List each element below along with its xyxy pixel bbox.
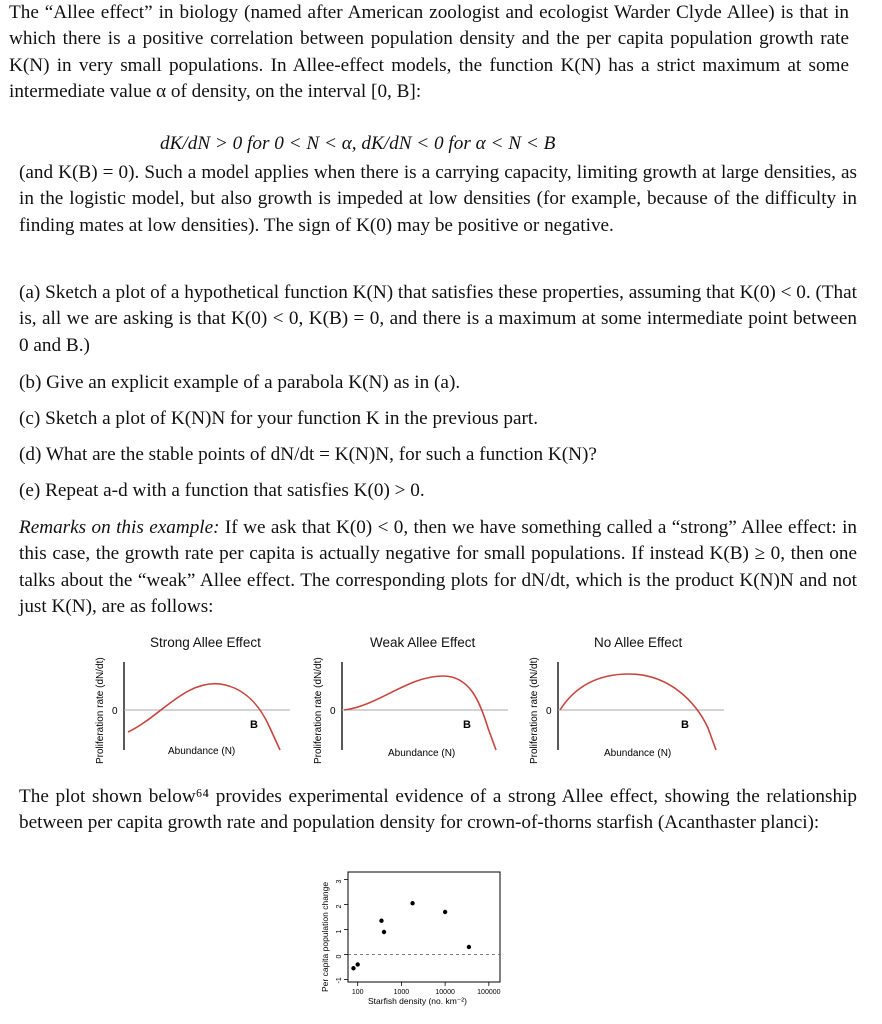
allee-plot-svg <box>524 632 734 772</box>
data-point <box>410 901 414 905</box>
zero-label: 0 <box>330 706 336 717</box>
intro-paragraph: The “Allee effect” in biology (named after American zoologist and ecologist Warder Clyde Allee) is that in which there is a positive correlation between population density and the per capita population growth rate K(N) in very small populations. In Allee-effect models, the function K(N) has a strict maximum at some intermediate value α of density, on the interval [0, B]: <box>9 2 849 103</box>
zero-label: 0 <box>546 706 552 717</box>
allee-plot-title: No Allee Effect <box>594 635 683 650</box>
remarks-label: Remarks on this example: <box>19 517 220 538</box>
allee-plot-title: Strong Allee Effect <box>150 635 261 650</box>
plot-frame <box>348 872 500 982</box>
growth-curve <box>344 676 496 750</box>
x-axis-label: Abundance (N) <box>388 748 456 759</box>
x-tick-label: 10000 <box>435 989 455 996</box>
growth-curve <box>560 674 716 750</box>
allee-condition-equation: dK/dN > 0 for 0 < N < α, dK/dN < 0 for α < N < B <box>160 133 556 154</box>
item-e: (e) Repeat a-d with a function that satisfies K(0) > 0. <box>19 480 425 501</box>
data-point <box>467 945 471 949</box>
data-point <box>351 966 355 970</box>
item-d: (d) What are the stable points of dN/dt = K(N)N, for such a function K(N)? <box>19 444 597 465</box>
data-point <box>379 919 383 923</box>
closing-paragraph: The plot shown below⁶⁴ provides experimental evidence of a strong Allee effect, showing the relationship between per capita growth rate and population density for crown-of-thorns starfish (Acanthaster planci): <box>19 786 857 834</box>
y-axis-label: Proliferation rate (dN/dt) <box>313 657 324 764</box>
x-tick-label: 100 <box>351 989 364 996</box>
x-axis-label: Abundance (N) <box>168 746 236 757</box>
growth-curve <box>128 684 280 750</box>
y-tick-label: 2 <box>336 904 343 909</box>
data-point <box>443 910 447 914</box>
y-tick-label: 0 <box>336 954 343 959</box>
y-axis-label: Proliferation rate (dN/dt) <box>529 657 540 764</box>
item-a: (a) Sketch a plot of a hypothetical function K(N) that satisfies these properties, assuming that K(0) < 0. (That is, all we are asking is that K(0) < 0, K(B) = 0, and there is a maximum at some intermediate point between 0 and B.) <box>19 282 857 356</box>
zero-label: 0 <box>112 706 118 717</box>
starfish-scatter-chart <box>310 860 520 1010</box>
x-axis-label: Starfish density (no. km⁻²) <box>368 996 467 1006</box>
x-axis-label: Abundance (N) <box>604 748 672 759</box>
allee-plot-none <box>524 632 734 772</box>
allee-plot-strong <box>90 632 300 772</box>
x-tick-label: 100000 <box>477 989 501 996</box>
b-label: B <box>250 719 258 731</box>
data-point <box>355 962 359 966</box>
allee-plot-svg <box>308 632 518 772</box>
y-tick-label: 1 <box>336 929 343 934</box>
remarks-paragraph <box>19 515 857 621</box>
item-c: (c) Sketch a plot of K(N)N for your function K in the previous part. <box>19 408 538 429</box>
x-tick-label: 1000 <box>393 989 410 996</box>
b-label: B <box>463 719 471 731</box>
b-label: B <box>681 719 689 731</box>
allee-plot-title: Weak Allee Effect <box>370 635 476 650</box>
scatter-svg <box>310 860 520 1010</box>
remarks-text: If we ask that K(0) < 0, then we have something called a “strong” Allee effect: in this case, the growth rate per capita is actually negative for small populations. If instead K(B) ≥ 0, then one talks about the “weak” Allee effect. The corresponding plots for dN/dt, which is the product K(N)N and not just K(N), are as follows: <box>19 517 857 618</box>
data-point <box>382 930 386 934</box>
y-axis-label: Proliferation rate (dN/dt) <box>95 657 106 764</box>
model-description-paragraph: (and K(B) = 0). Such a model applies when there is a carrying capacity, limiting growth at large densities, as in the logistic model, but also growth is impeded at low densities (for example, because of the difficulty in finding mates at low densities). The sign of K(0) may be positive or negative. <box>19 162 857 236</box>
y-tick-label: -1 <box>336 977 343 984</box>
y-axis-label: Per capita population change <box>320 881 330 992</box>
allee-plot-weak <box>308 632 518 772</box>
y-tick-label: 3 <box>336 879 343 884</box>
allee-plot-svg <box>90 632 300 772</box>
item-b: (b) Give an explicit example of a parabola K(N) as in (a). <box>19 372 461 393</box>
